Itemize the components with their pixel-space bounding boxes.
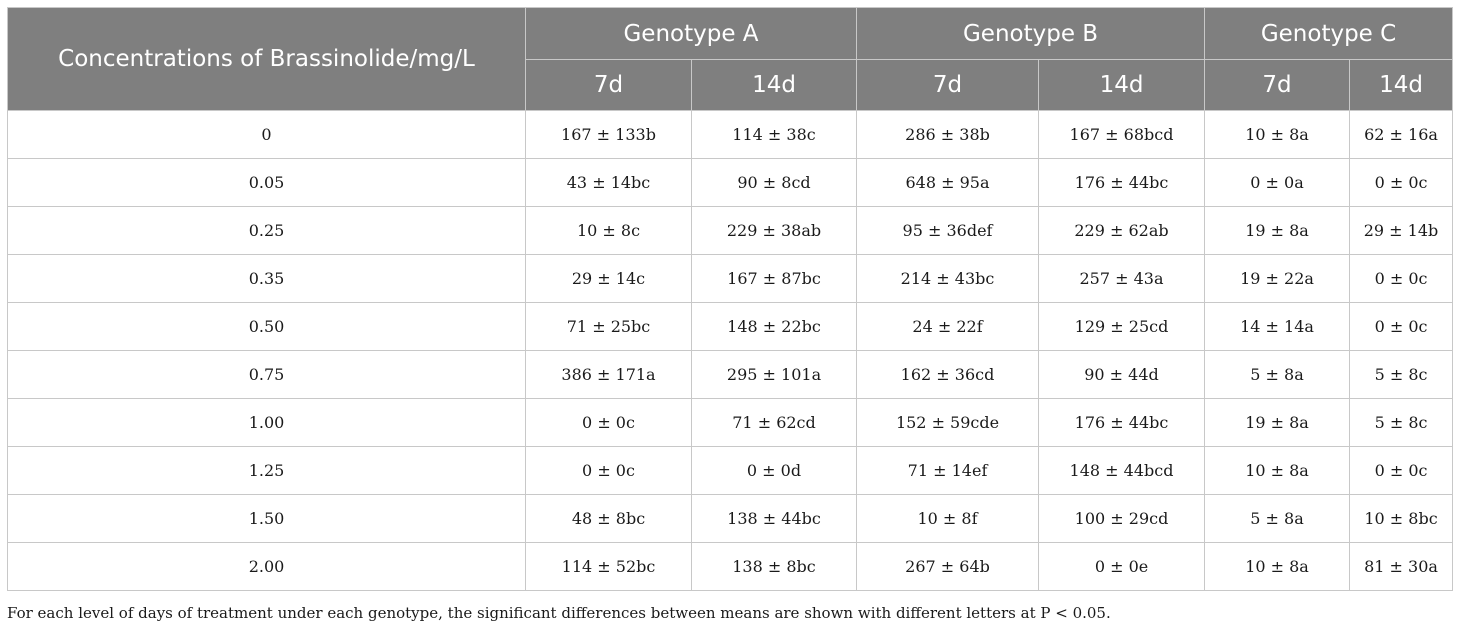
concentration-cell: 1.50 bbox=[8, 495, 526, 543]
value-cell: 90 ± 44d bbox=[1039, 351, 1205, 399]
table-row bbox=[8, 495, 1453, 543]
value-cell: 148 ± 22bc bbox=[692, 303, 857, 351]
table-body bbox=[8, 111, 1453, 591]
value-cell: 295 ± 101a bbox=[692, 351, 857, 399]
value-cell: 0 ± 0d bbox=[692, 447, 857, 495]
concentration-cell: 1.25 bbox=[8, 447, 526, 495]
header-genotype-a: Genotype A bbox=[526, 8, 857, 60]
header-day: 14d bbox=[692, 60, 857, 111]
value-cell: 0 ± 0c bbox=[1350, 447, 1453, 495]
header-concentration: Concentrations of Brassinolide/mg/L bbox=[8, 8, 526, 111]
table-row bbox=[8, 111, 1453, 159]
value-cell: 19 ± 8a bbox=[1205, 207, 1350, 255]
value-cell: 71 ± 62cd bbox=[692, 399, 857, 447]
value-cell: 0 ± 0c bbox=[526, 447, 692, 495]
value-cell: 10 ± 8a bbox=[1205, 543, 1350, 591]
value-cell: 138 ± 44bc bbox=[692, 495, 857, 543]
table-row bbox=[8, 543, 1453, 591]
table-header bbox=[8, 8, 1453, 111]
value-cell: 229 ± 62ab bbox=[1039, 207, 1205, 255]
value-cell: 386 ± 171a bbox=[526, 351, 692, 399]
value-cell: 114 ± 52bc bbox=[526, 543, 692, 591]
value-cell: 0 ± 0c bbox=[1350, 255, 1453, 303]
concentration-cell: 2.00 bbox=[8, 543, 526, 591]
value-cell: 138 ± 8bc bbox=[692, 543, 857, 591]
value-cell: 648 ± 95a bbox=[857, 159, 1039, 207]
value-cell: 5 ± 8c bbox=[1350, 351, 1453, 399]
value-cell: 10 ± 8a bbox=[1205, 111, 1350, 159]
value-cell: 214 ± 43bc bbox=[857, 255, 1039, 303]
table-row bbox=[8, 303, 1453, 351]
value-cell: 100 ± 29cd bbox=[1039, 495, 1205, 543]
value-cell: 148 ± 44bcd bbox=[1039, 447, 1205, 495]
value-cell: 114 ± 38c bbox=[692, 111, 857, 159]
value-cell: 167 ± 68bcd bbox=[1039, 111, 1205, 159]
value-cell: 229 ± 38ab bbox=[692, 207, 857, 255]
header-genotype-b: Genotype B bbox=[857, 8, 1205, 60]
value-cell: 10 ± 8bc bbox=[1350, 495, 1453, 543]
concentration-cell: 0.50 bbox=[8, 303, 526, 351]
value-cell: 0 ± 0c bbox=[1350, 303, 1453, 351]
value-cell: 19 ± 8a bbox=[1205, 399, 1350, 447]
value-cell: 162 ± 36cd bbox=[857, 351, 1039, 399]
value-cell: 267 ± 64b bbox=[857, 543, 1039, 591]
table-footnote: For each level of days of treatment under each genotype, the significant differences between means are shown with different letters at P < 0.05. bbox=[7, 604, 1111, 622]
value-cell: 10 ± 8a bbox=[1205, 447, 1350, 495]
value-cell: 71 ± 14ef bbox=[857, 447, 1039, 495]
results-table bbox=[7, 7, 1453, 591]
value-cell: 71 ± 25bc bbox=[526, 303, 692, 351]
concentration-cell: 0.75 bbox=[8, 351, 526, 399]
table-row bbox=[8, 351, 1453, 399]
value-cell: 129 ± 25cd bbox=[1039, 303, 1205, 351]
value-cell: 176 ± 44bc bbox=[1039, 399, 1205, 447]
value-cell: 48 ± 8bc bbox=[526, 495, 692, 543]
value-cell: 29 ± 14b bbox=[1350, 207, 1453, 255]
value-cell: 167 ± 133b bbox=[526, 111, 692, 159]
table-row bbox=[8, 255, 1453, 303]
value-cell: 10 ± 8f bbox=[857, 495, 1039, 543]
concentration-cell: 0.25 bbox=[8, 207, 526, 255]
concentration-cell: 0.05 bbox=[8, 159, 526, 207]
table-row bbox=[8, 207, 1453, 255]
value-cell: 5 ± 8a bbox=[1205, 495, 1350, 543]
value-cell: 24 ± 22f bbox=[857, 303, 1039, 351]
value-cell: 286 ± 38b bbox=[857, 111, 1039, 159]
value-cell: 0 ± 0e bbox=[1039, 543, 1205, 591]
value-cell: 5 ± 8c bbox=[1350, 399, 1453, 447]
value-cell: 14 ± 14a bbox=[1205, 303, 1350, 351]
value-cell: 5 ± 8a bbox=[1205, 351, 1350, 399]
value-cell: 176 ± 44bc bbox=[1039, 159, 1205, 207]
value-cell: 0 ± 0c bbox=[1350, 159, 1453, 207]
concentration-cell: 0.35 bbox=[8, 255, 526, 303]
value-cell: 43 ± 14bc bbox=[526, 159, 692, 207]
value-cell: 19 ± 22a bbox=[1205, 255, 1350, 303]
concentration-cell: 0 bbox=[8, 111, 526, 159]
header-day: 14d bbox=[1350, 60, 1453, 111]
header-day: 7d bbox=[857, 60, 1039, 111]
value-cell: 62 ± 16a bbox=[1350, 111, 1453, 159]
concentration-cell: 1.00 bbox=[8, 399, 526, 447]
header-genotype-c: Genotype C bbox=[1205, 8, 1453, 60]
value-cell: 29 ± 14c bbox=[526, 255, 692, 303]
header-day: 7d bbox=[1205, 60, 1350, 111]
value-cell: 81 ± 30a bbox=[1350, 543, 1453, 591]
value-cell: 0 ± 0c bbox=[526, 399, 692, 447]
table-row bbox=[8, 447, 1453, 495]
value-cell: 257 ± 43a bbox=[1039, 255, 1205, 303]
value-cell: 95 ± 36def bbox=[857, 207, 1039, 255]
value-cell: 0 ± 0a bbox=[1205, 159, 1350, 207]
value-cell: 90 ± 8cd bbox=[692, 159, 857, 207]
header-day: 14d bbox=[1039, 60, 1205, 111]
table-row bbox=[8, 159, 1453, 207]
value-cell: 152 ± 59cde bbox=[857, 399, 1039, 447]
value-cell: 10 ± 8c bbox=[526, 207, 692, 255]
value-cell: 167 ± 87bc bbox=[692, 255, 857, 303]
header-day: 7d bbox=[526, 60, 692, 111]
table-row bbox=[8, 399, 1453, 447]
